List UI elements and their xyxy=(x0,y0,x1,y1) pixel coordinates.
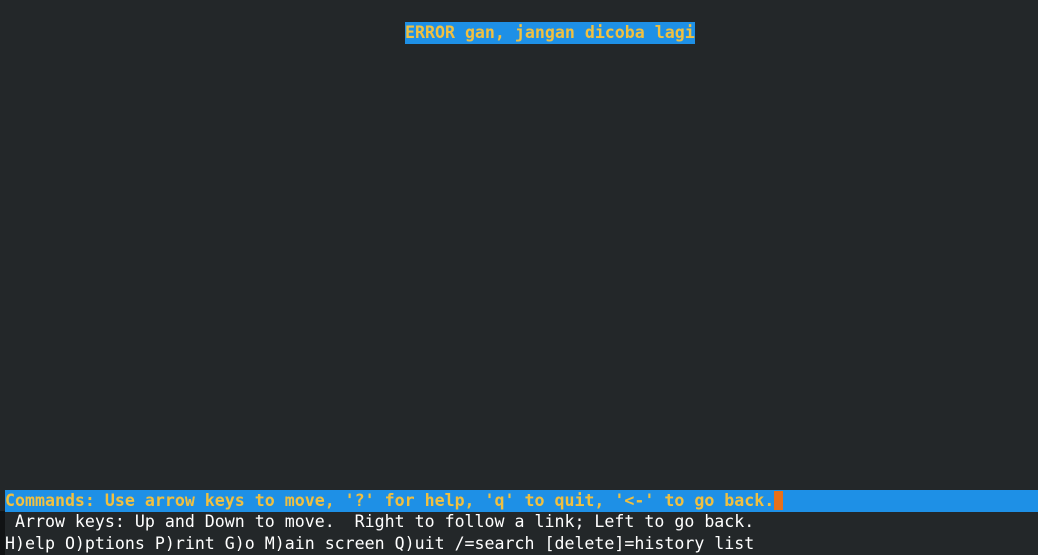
help-keys-line: Arrow keys: Up and Down to move. Right to follow a link; Left to go back. xyxy=(5,512,755,531)
text-cursor xyxy=(774,491,783,510)
commands-status-bar xyxy=(5,490,1038,512)
commands-text: Commands: Use arrow keys to move, '?' for help, 'q' to quit, '<-' to go back. xyxy=(5,491,775,510)
page-title: ERROR gan, jangan dicoba lagi xyxy=(405,23,695,42)
help-commands-line: H)elp O)ptions P)rint G)o M)ain screen Q)uit /=search [delete]=history list xyxy=(5,534,755,553)
